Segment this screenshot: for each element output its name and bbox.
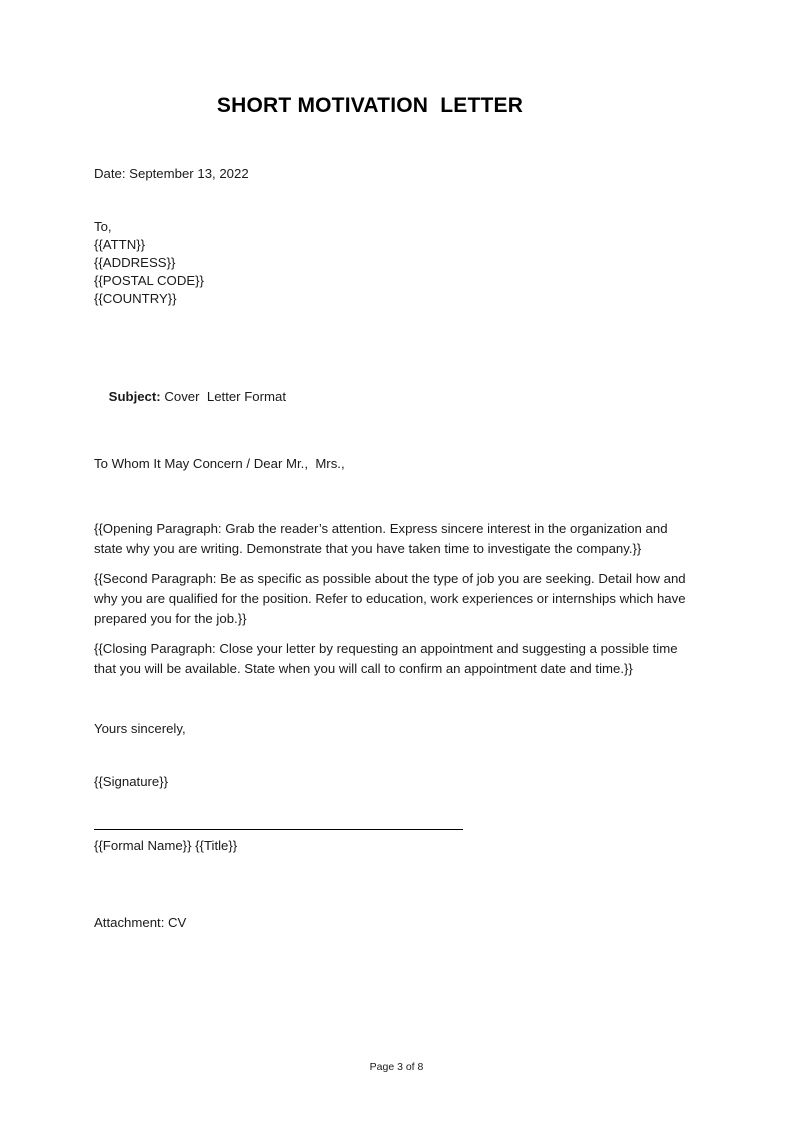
signature-rule [94, 829, 463, 830]
paragraph-second: {{Second Paragraph: Be as specific as possible about the type of job you are seeking. Detail how and why you are qualified for the position. Refer to education, work experiences or internships which have prepared you for the job.}} [94, 571, 686, 626]
signature-placeholder: {{Signature}} [94, 774, 169, 789]
closing-salutation: Yours sincerely, [94, 721, 186, 736]
recipient-postal-code-placeholder: {{POSTAL CODE}} [94, 273, 204, 288]
attachment-line: Attachment: CV [94, 915, 187, 930]
page-title: SHORT MOTIVATION LETTER [216, 94, 524, 117]
page-footer: Page 3 of 8 [369, 1061, 424, 1073]
recipient-country-placeholder: {{COUNTRY}} [94, 291, 177, 306]
formal-name-title-placeholder: {{Formal Name}} {{Title}} [94, 838, 238, 853]
letter-body [94, 519, 696, 679]
date-line: Date: September 13, 2022 [94, 166, 249, 181]
recipient-to-label: To, [94, 219, 112, 234]
paragraph-closing: {{Closing Paragraph: Close your letter by requesting an appointment and suggesting a possible time that you will be available. State when you will call to confirm an appointment date and time.}} [94, 641, 678, 676]
paragraph-opening: {{Opening Paragraph: Grab the reader’s attention. Express sincere interest in the organization and state why you are writing. Demonstrate that you have taken time to investigate the company.}} [94, 521, 668, 556]
salutation-line: To Whom It May Concern / Dear Mr., Mrs., [94, 456, 345, 471]
subject-label: Subject: [108, 389, 161, 404]
recipient-address-block [94, 218, 204, 308]
subject-value: Cover Letter Format [160, 389, 287, 404]
subject-line [94, 367, 286, 427]
recipient-address-placeholder: {{ADDRESS}} [94, 255, 176, 270]
recipient-attn-placeholder: {{ATTN}} [94, 237, 146, 252]
